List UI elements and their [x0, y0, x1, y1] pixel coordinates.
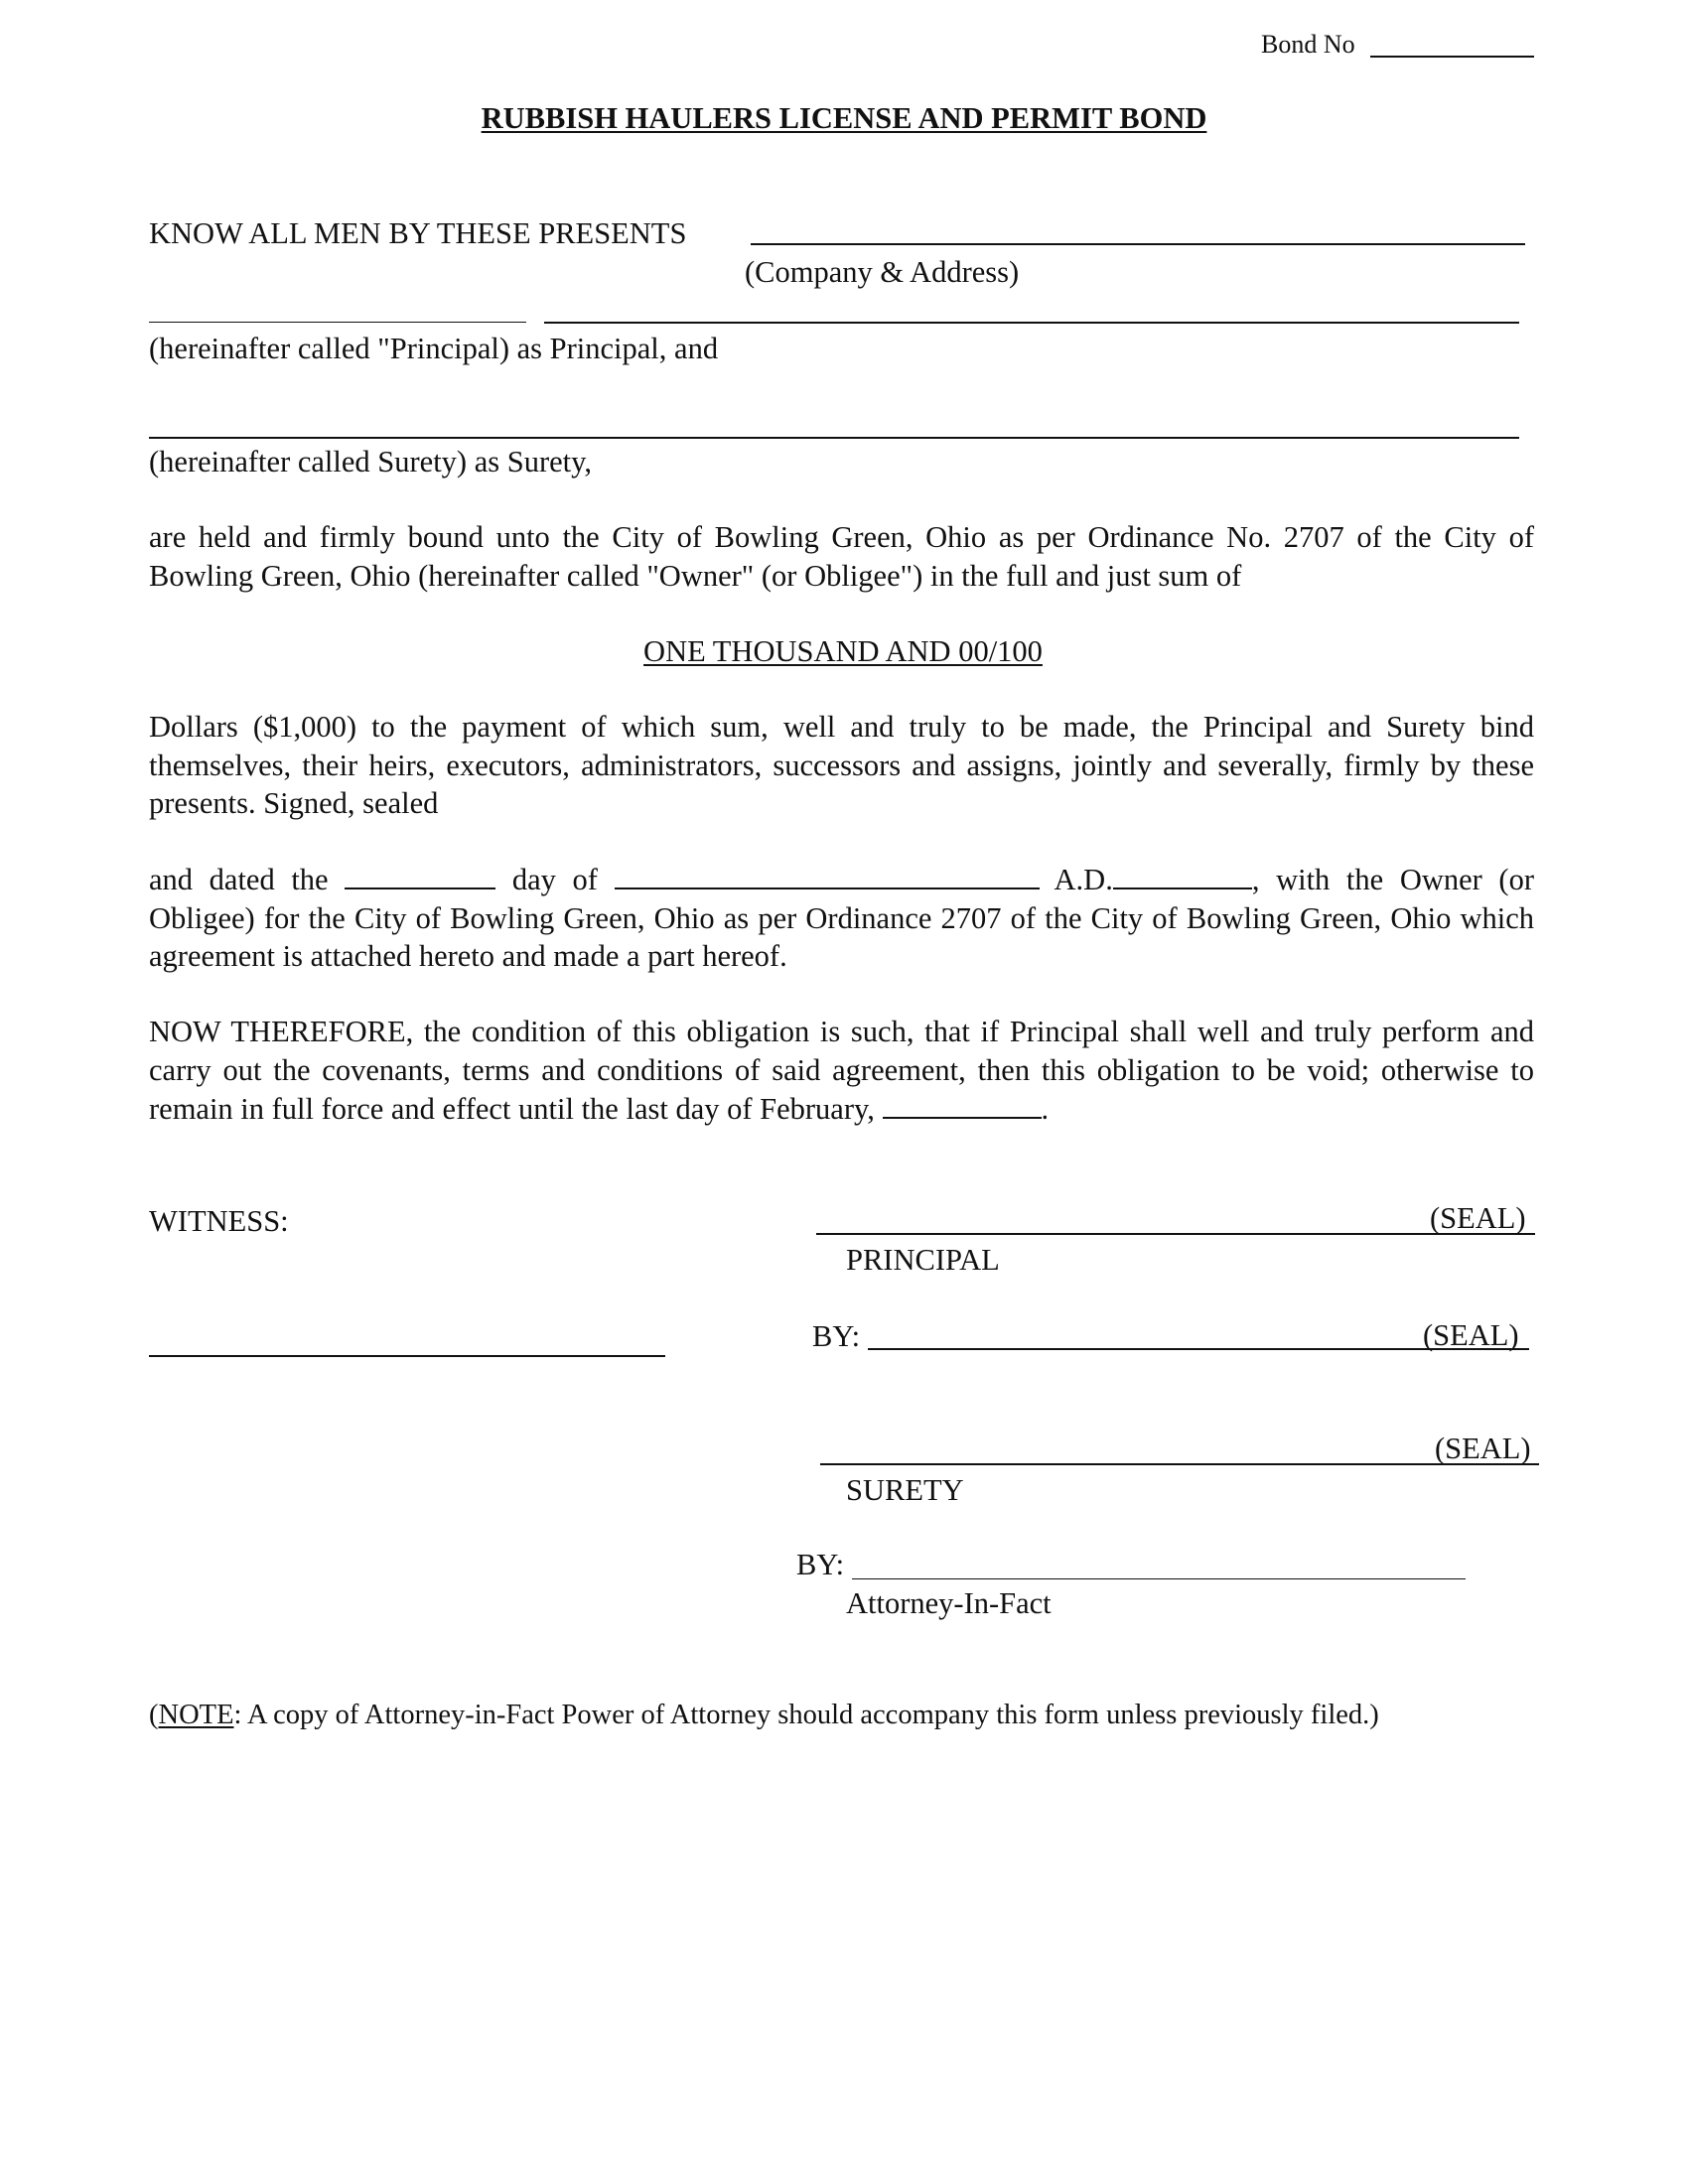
bond-amount: ONE THOUSAND AND 00/100 [643, 634, 1043, 668]
principal-seal: (SEAL) [1430, 1201, 1526, 1235]
surety-by-label: BY: [796, 1548, 845, 1581]
dollars-paragraph: Dollars ($1,000) to the payment of which sum, well and truly to be made, the Principal and Surety bind themselves, their heirs, executors, administrators, successors and assigns, jointly and severally, firmly by these presents. Signed, sealed [149, 710, 1534, 820]
held-bound-paragraph: are held and firmly bound unto the City of Bowling Green, Ohio as per Ordinance No. 2707 of the City of Bowling Green, Ohio (hereinafter called "Owner" (or Obligee") in the full and just sum of [149, 520, 1534, 593]
principal-signature-line[interactable] [816, 1233, 1535, 1235]
attorney-in-fact-label: Attorney-In-Fact [846, 1586, 1052, 1620]
note-label: NOTE [158, 1700, 234, 1730]
dated-paragraph [149, 860, 1534, 976]
principal-caption-label: PRINCIPAL [846, 1243, 1000, 1277]
company-address-field[interactable] [751, 243, 1525, 245]
witness-label: WITNESS: [149, 1204, 289, 1238]
company-address-field-2b[interactable] [544, 322, 1519, 324]
surety-caption: (hereinafter called Surety) as Surety, [149, 445, 593, 478]
dated-text-3: A.D. [1054, 863, 1113, 896]
bond-no-label: Bond No [1261, 30, 1355, 59]
day-field[interactable] [345, 860, 495, 889]
surety-name-field[interactable] [149, 437, 1519, 439]
surety-signature-line[interactable] [820, 1463, 1539, 1465]
dated-text-4: , with the Owner (or Obligee) for the City of Bowling Green, Ohio as per Ordinance 2707 of the City of Bowling Green, Ohio which agreement is attached hereto and made a part hereof. [149, 863, 1534, 973]
attorney-signature-line[interactable] [852, 1578, 1466, 1579]
now-therefore-text: NOW THEREFORE, the condition of this obligation is such, that if Principal shall well and truly perform and carry out the covenants, terms and conditions of said agreement, then this obligation to be void; otherwise to remain in full force and effect until the last day of February, [149, 1015, 1534, 1126]
principal-by-label: BY: [812, 1319, 861, 1353]
know-all-men-text: KNOW ALL MEN BY THESE PRESENTS [149, 216, 687, 250]
expiration-year-field[interactable] [883, 1089, 1042, 1119]
now-therefore-paragraph [149, 1013, 1534, 1129]
company-address-field-2a[interactable] [149, 322, 526, 323]
dated-text-2: day of [511, 863, 598, 896]
year-field[interactable] [1113, 860, 1252, 889]
document-title: RUBBISH HAULERS LICENSE AND PERMIT BOND [481, 101, 1207, 135]
surety-seal: (SEAL) [1435, 1432, 1531, 1465]
note-open-paren: ( [149, 1700, 159, 1730]
dated-text-1: and dated the [149, 863, 329, 896]
note-body: : A copy of Attorney-in-Fact Power of Attorney should accompany this form unless previously filed.) [233, 1700, 1379, 1730]
now-therefore-end: . [1041, 1092, 1050, 1126]
surety-caption-label: SURETY [846, 1473, 964, 1507]
principal-by-seal: (SEAL) [1423, 1318, 1519, 1352]
bond-no-field[interactable] [1370, 56, 1534, 58]
principal-caption: (hereinafter called "Principal) as Principal, and [149, 332, 719, 365]
month-field[interactable] [615, 860, 1040, 889]
witness-signature-line[interactable] [149, 1355, 665, 1357]
note-text [149, 1698, 1379, 1733]
company-address-caption: (Company & Address) [745, 255, 1020, 289]
